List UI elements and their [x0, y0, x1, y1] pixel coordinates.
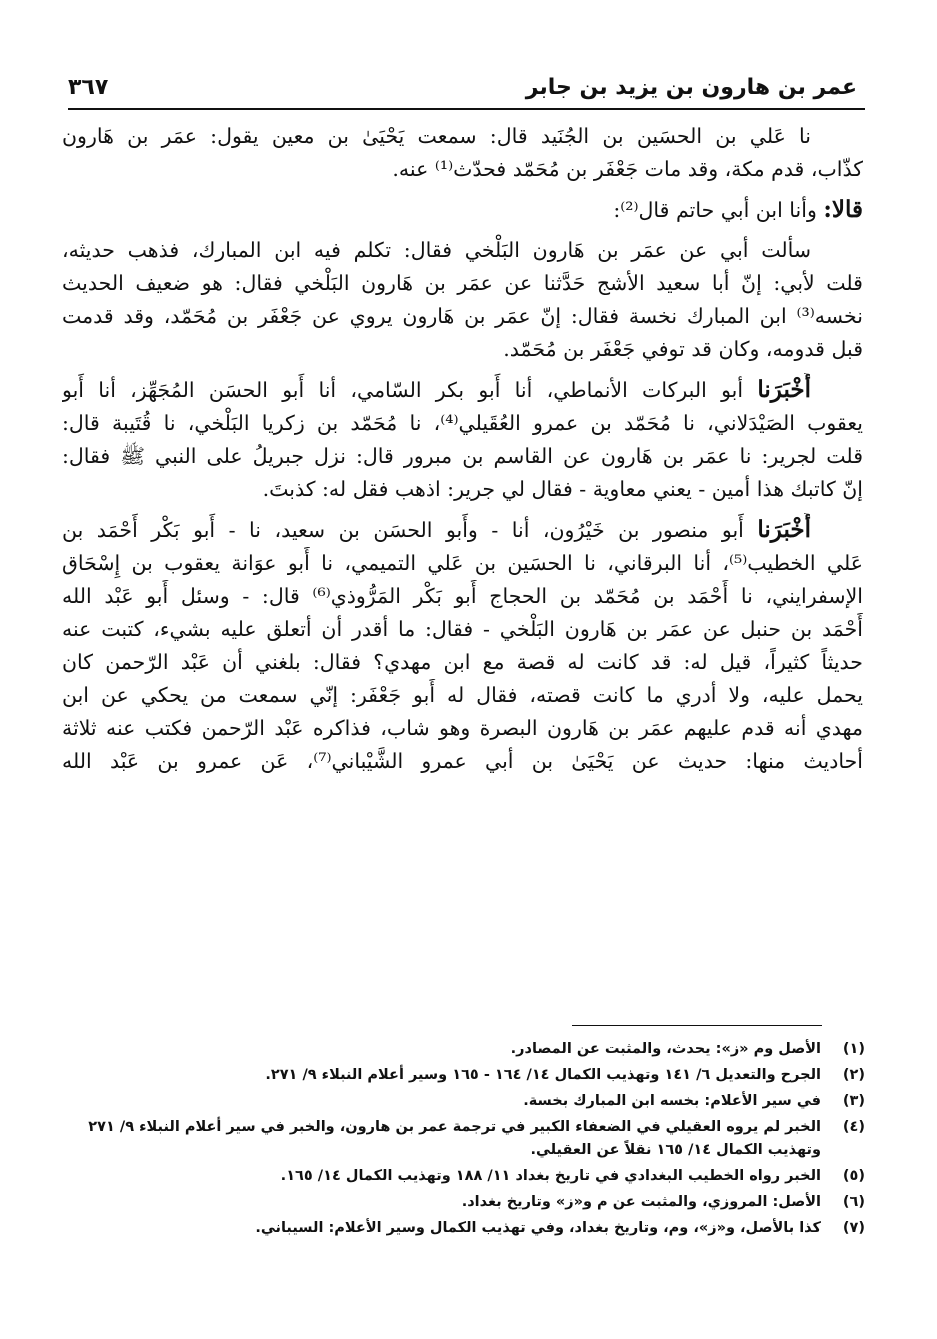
text-line: كذّاب، قدم مكة، وقد مات جَعْفَر بن مُحَمّد فحدّث⁽¹⁾ عنه. — [392, 157, 863, 181]
text-line: سألت أبي عن عمَر بن هَارون البَلْخي فقال: تكلم فيه ابن المبارك، فذهب حديثه، — [62, 238, 811, 262]
footnote-text: في سير الأعلام: بخسه ابن المبارك بخسة. — [523, 1093, 821, 1109]
text-line: إنّ كاتبك هذا أمين - يعني معاوية - فقال لي جرير: اذهب فقل له: كذبتَ. — [262, 477, 863, 501]
footnote-number: (٤) — [842, 1119, 865, 1135]
footnote-text: الجرح والتعديل ٦/ ١٤١ وتهذيب الكمال ١٤/ ١٦٤ - ١٦٥ وسير أعلام النبلاء ٩/ ٢٧١. — [265, 1067, 821, 1083]
footnote-text: الخبر لم يروه العقيلي في الضعفاء الكبير في ترجمة عمر بن هارون، والخبر في سير أعلام النبلاء ٩/ ٢٧١ وتهذيب الكمال ١٤/ ١٦٥ نقلاً عن العقيلي. — [88, 1119, 821, 1158]
text-line: يحمل عليه، ولا أدري ما كانت قصته، فقال له أَبو جَعْفَر: إنّي سمعت من يحكي عن ابن — [62, 683, 863, 707]
text-line — [62, 193, 863, 227]
page-number: ٣٦٧ — [68, 75, 109, 100]
paragraph — [62, 373, 863, 506]
footnote-text: الأصل: المروزي، والمثبت عن م و«ز» وتاريخ بغداد. — [461, 1194, 821, 1210]
text-line: نا عَلي بن الحسَين بن الجُنَيد قال: سمعت يَحْيَىٰ بن معين يقول: عمَر بن هَارون — [62, 124, 811, 148]
text-line: عَلي الخطيب⁽⁵⁾، أنا البرقاني، نا الحسَين بن عَلي التميمي، نا أَبو عوَانة يعقوب بن إِسْحَاق — [62, 551, 863, 575]
text-line: قلت لأبي: إنّ أبا سعيد الأشج حَدَّثنا عن عمَر بن هَارون البَلْخي فقال: هو ضعيف الحديث — [62, 271, 863, 295]
text-line: نخسه⁽³⁾ ابن المبارك نخسة فقال: إنّ عمَر بن هَارون يروي عن جَعْفَر بن مُحَمّد، وقد قدمت — [62, 304, 863, 328]
footnote — [62, 1090, 865, 1113]
footnote-number: (٦) — [842, 1194, 865, 1210]
main-text — [62, 120, 863, 785]
footnote-number: (٥) — [842, 1168, 865, 1184]
footnote-text: كذا بالأصل، و«ز»، وم، وتاريخ بغداد، وفي تهذيب الكمال وسير الأعلام: السيباني. — [255, 1220, 821, 1236]
footnote — [62, 1165, 865, 1188]
running-title: عمر بن هارون بن يزيد بن جابر — [525, 75, 857, 100]
paragraph — [62, 513, 863, 778]
text-segment: وأنا ابن أبي حاتم قال⁽²⁾: — [613, 198, 824, 222]
text-line: قلت لجرير: نا عمَر بن هَارون عن القاسم بن مبرور قال: نزل جبريلُ على النبي ﷺ فقال: — [62, 444, 863, 468]
text-line: الإسفرايني، نا أَحْمَد بن مُحَمّد بن الحجاج أَبو بَكْر المَرُّوذي⁽⁶⁾ قال: - وسئل أَبو عَبْد الله — [62, 584, 863, 608]
footnote-number: (٧) — [842, 1220, 865, 1236]
footnote-number: (٢) — [842, 1067, 865, 1083]
footnote — [62, 1191, 865, 1214]
keyword: أَخْبَرَنا — [757, 516, 811, 543]
text-line: أَحْمَد بن حنبل عن عمَر بن هَارون البَلْخي - فقال: ما أقدر أن أتعلق عليه بشيء، كتبت عنه — [62, 617, 863, 641]
footnote-number: (١) — [842, 1041, 865, 1057]
text-line — [62, 373, 863, 407]
page-header — [68, 58, 857, 100]
footnote-text: الأصل وم «ز»: يحدث، والمثبت عن المصادر. — [510, 1041, 821, 1057]
footnote — [62, 1064, 865, 1087]
text-line: أحاديث منها: حديث عن يَحْيَىٰ بن أبي عمرو الشَّيْباني⁽⁷⁾، عَن عمرو بن عَبْد الله — [62, 749, 863, 773]
footnote — [62, 1217, 865, 1240]
text-segment: أبو البركات الأنماطي، أنا أَبو بكر السّامي، أنا أَبو الحسَن المُجَهِّز، أنا أَبو — [62, 378, 758, 402]
text-line: حديثاً كثيراً، قيل له: قد كانت له قصة مع ابن مهدي؟ فقال: بلغني أن عَبْد الرّحمن كان — [62, 650, 863, 674]
text-line: قبل قدومه، وكان قد توفي جَعْفَر بن مُحَمّد. — [503, 337, 863, 361]
paragraph — [62, 120, 863, 186]
paragraph — [62, 193, 863, 227]
footnotes — [62, 1038, 865, 1243]
footnote-number: (٣) — [842, 1093, 865, 1109]
paragraph — [62, 234, 863, 366]
footnote — [62, 1116, 865, 1162]
header-rule — [68, 108, 865, 110]
footnote-separator — [572, 1025, 822, 1026]
footnote-text: الخبر رواه الخطيب البغدادي في تاريخ بغداد ١١/ ١٨٨ وتهذيب الكمال ١٤/ ١٦٥. — [280, 1168, 821, 1184]
text-line: يعقوب الصَيْدَلاني، نا مُحَمّد بن عمرو العُقَيلي⁽⁴⁾، نا مُحَمّد بن زكريا البَلْخي، نا قُتَيبة قال: — [62, 411, 863, 435]
footnote — [62, 1038, 865, 1061]
keyword: أَخْبَرَنا — [757, 376, 811, 403]
text-line — [62, 513, 863, 547]
text-segment: أَبو منصور بن خَيْرُون، أنا - وأَبو الحسَن بن سعيد، نا - أَبو بَكْر أَحْمَد بن — [62, 518, 758, 542]
keyword: قالا: — [823, 196, 863, 223]
text-line: مهدي أنه قدم عليهم عمَر بن هَارون البصرة وهو شاب، فذاكره عَبْد الرّحمن فكتب عنه ثلاثة — [62, 716, 863, 740]
